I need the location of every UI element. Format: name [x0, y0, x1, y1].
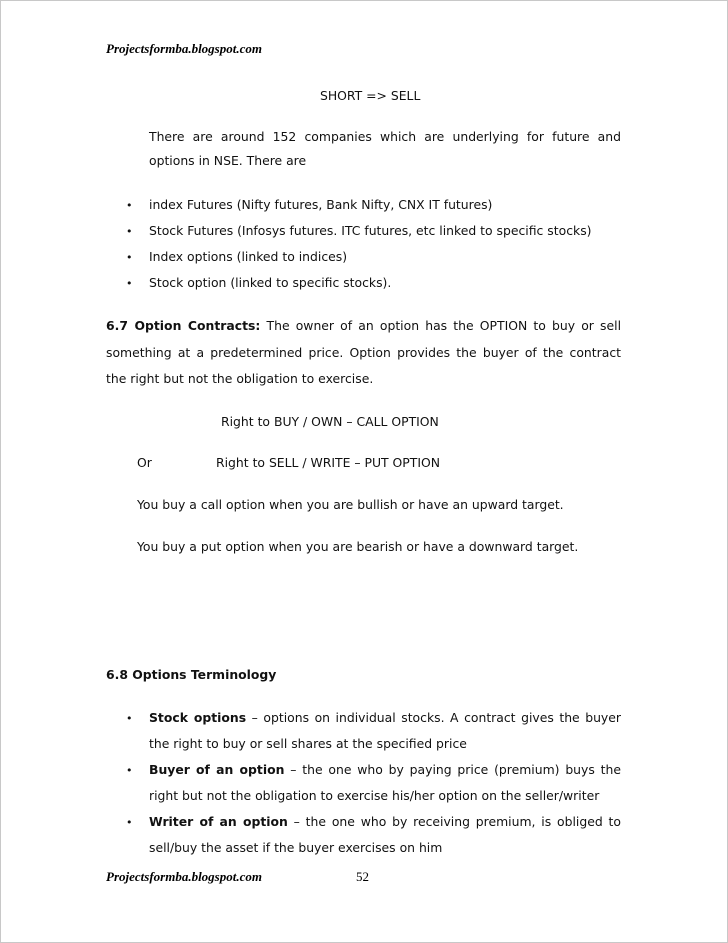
term-definition: – options on individual stocks. A contract gives the buyer	[246, 710, 621, 725]
list-item: Index options (linked to indices)	[149, 249, 348, 264]
list-bullet: •	[126, 764, 133, 777]
list-bullet: •	[126, 251, 133, 264]
intro-line-2: options in NSE. There are	[149, 153, 307, 168]
term-item-line-2: right but not the obligation to exercise his/her option on the seller/writer	[149, 788, 600, 803]
term-item-line-1	[149, 762, 621, 777]
term-item-line-1	[149, 814, 621, 829]
term-definition: – the one who by receiving premium, is obliged to	[287, 814, 621, 829]
term-item-line-1	[149, 710, 621, 725]
header-site: Projectsformba.blogspot.com	[106, 41, 262, 56]
bearish-line: You buy a put option when you are bearish or have a downward target.	[137, 539, 579, 554]
bullish-line: You buy a call option when you are bullish or have an upward target.	[137, 497, 564, 512]
list-item: index Futures (Nifty futures, Bank Nifty, CNX IT futures)	[149, 197, 493, 212]
term-item-line-2: the right to buy or sell shares at the specified price	[149, 736, 467, 751]
term-name: Writer of an option	[149, 814, 288, 829]
section-67-line-1	[106, 318, 621, 333]
call-option-line: Right to BUY / OWN – CALL OPTION	[221, 414, 439, 429]
section-67-line-1-text: The owner of an option has the OPTION to buy or sell	[260, 318, 622, 333]
list-bullet: •	[126, 816, 133, 829]
list-item: Stock Futures (Infosys futures. ITC futures, etc linked to specific stocks)	[149, 223, 592, 238]
list-bullet: •	[126, 712, 133, 725]
section-67-heading: 6.7 Option Contracts:	[106, 318, 261, 333]
short-sell-line: SHORT => SELL	[320, 88, 421, 103]
list-bullet: •	[126, 277, 133, 290]
section-68-heading: 6.8 Options Terminology	[106, 667, 277, 682]
list-bullet: •	[126, 225, 133, 238]
term-name: Stock options	[149, 710, 247, 725]
or-label: Or	[137, 455, 152, 470]
section-67-line-3: the right but not the obligation to exercise.	[106, 371, 374, 386]
term-item-line-2: sell/buy the asset if the buyer exercises on him	[149, 840, 443, 855]
term-definition: – the one who by paying price (premium) buys the	[284, 762, 621, 777]
section-67-line-2: something at a predetermined price. Option provides the buyer of the contract	[106, 345, 621, 360]
page-number: 52	[356, 869, 369, 884]
put-option-line: Right to SELL / WRITE – PUT OPTION	[216, 455, 440, 470]
list-item: Stock option (linked to specific stocks).	[149, 275, 392, 290]
list-bullet: •	[126, 199, 133, 212]
term-name: Buyer of an option	[149, 762, 285, 777]
footer-site: Projectsformba.blogspot.com	[106, 869, 262, 884]
intro-line-1: There are around 152 companies which are underlying for future and	[149, 129, 621, 144]
